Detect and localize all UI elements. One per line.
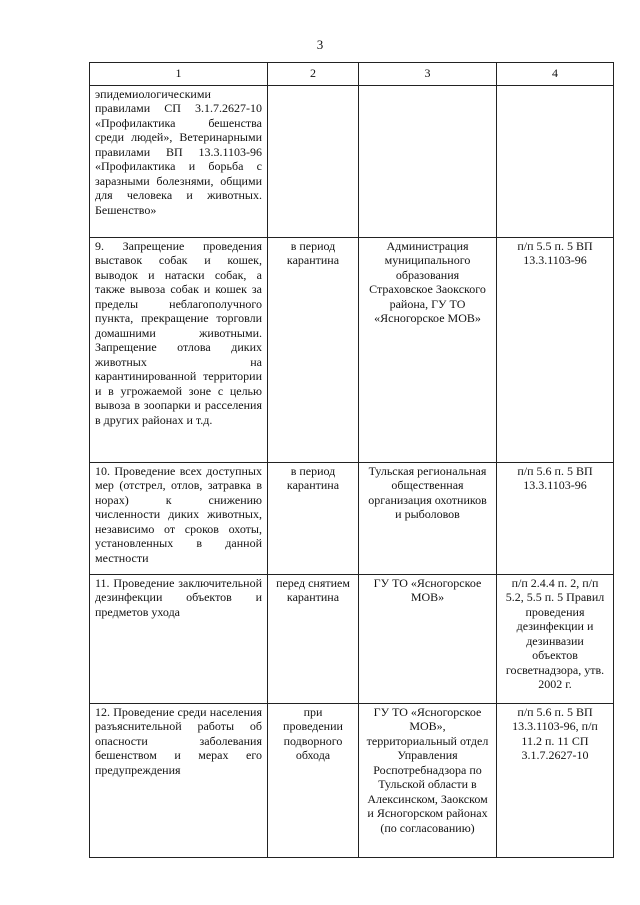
reference-cell: п/п 2.4.4 п. 2, п/п 5.2, 5.5 п. 5 Правил проведения дезинфекции и дезинвазии объектов госветнадзора, утв. 2002 г. <box>497 574 614 703</box>
page-number: 3 <box>316 37 324 52</box>
table-row <box>90 462 614 574</box>
reference-cell <box>497 85 614 237</box>
period-cell: в период карантина <box>268 462 359 574</box>
period-cell: в период карантина <box>268 237 359 462</box>
column-header: 2 <box>268 63 359 86</box>
period-cell <box>268 85 359 237</box>
measure-cell: 10. Проведение всех доступных мер (отстрел, отлов, затравка в норах) к снижению численности диких животных, независимо от сроков охоты, установленных в данной местности <box>90 462 268 574</box>
measure-cell: 9. Запрещение проведения выставок собак и кошек, выводок и натаски собак, а также вывоза собак и кошек за пределы неблагополучного пункта, прекращение торговли домашними животными. Запрещение отлова диких животных на карантинированной территории и в угрожаемой зоне с целью вывоза в зоопарки и расселения в других районах и т.д. <box>90 237 268 462</box>
period-cell: при проведении подворного обхода <box>268 703 359 857</box>
responsible-cell: ГУ ТО «Ясногорское МОВ» <box>359 574 497 703</box>
column-header: 3 <box>359 63 497 86</box>
reference-cell: п/п 5.6 п. 5 ВП 13.3.1103-96, п/п 11.2 п. 11 СП 3.1.7.2627-10 <box>497 703 614 857</box>
responsible-cell <box>359 85 497 237</box>
table-row <box>90 85 614 237</box>
reference-cell: п/п 5.6 п. 5 ВП 13.3.1103-96 <box>497 462 614 574</box>
measures-table <box>89 62 614 858</box>
table-row <box>90 703 614 857</box>
measure-cell: 12. Проведение среди населения разъяснительной работы об опасности заболевания бешенством и мерах его предупреждения <box>90 703 268 857</box>
reference-cell: п/п 5.5 п. 5 ВП 13.3.1103-96 <box>497 237 614 462</box>
measure-cell: 11. Проведение заключительной дезинфекции объектов и предметов ухода <box>90 574 268 703</box>
table-row <box>90 574 614 703</box>
table-header-row <box>90 63 614 86</box>
table-row <box>90 237 614 462</box>
column-header: 4 <box>497 63 614 86</box>
measure-cell: эпидемиологическими правилами СП 3.1.7.2627-10 «Профилактика бешенства среди людей», Ветеринарными правилами ВП 13.3.1103-96 «Профилактика и борьба с заразными болезнями, общими для человека и животных. Бешенство» <box>90 85 268 237</box>
period-cell: перед снятием карантина <box>268 574 359 703</box>
responsible-cell: Тульская региональная общественная организация охотников и рыболовов <box>359 462 497 574</box>
responsible-cell: ГУ ТО «Ясногорское МОВ», территориальный отдел Управления Роспотребнадзора по Тульской области в Алексинском, Заокском и Ясногорском районах (по согласованию) <box>359 703 497 857</box>
column-header: 1 <box>90 63 268 86</box>
responsible-cell: Администрация муниципального образования Страховское Заокского района, ГУ ТО «Ясногорское МОВ» <box>359 237 497 462</box>
